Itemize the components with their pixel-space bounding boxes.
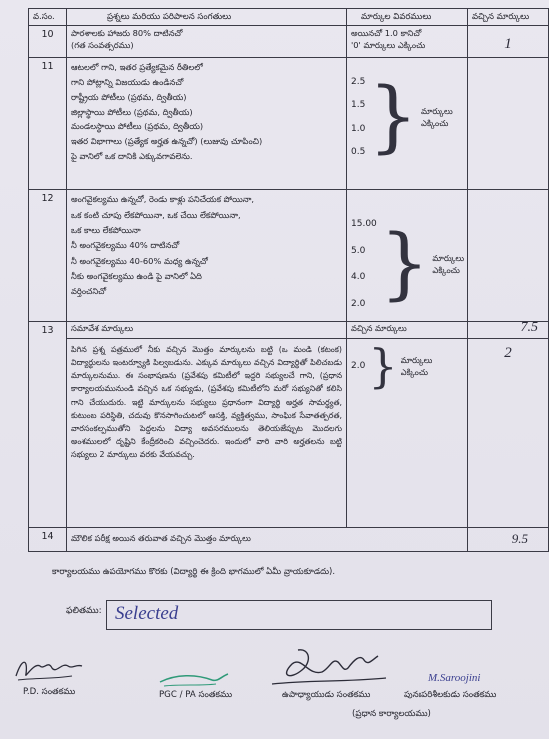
marks-obtained bbox=[468, 58, 549, 190]
row-description: మౌలిక పరీక్ష అయిన తరువాత వచ్చిన మొత్తం మార్కులు bbox=[67, 528, 468, 551]
table-row bbox=[29, 58, 549, 190]
table-row bbox=[29, 322, 549, 528]
table-row bbox=[29, 190, 549, 322]
row-number: 13 bbox=[29, 322, 67, 528]
row-details: 2.5 1.5 1.0 0.5 } మార్కులు ఎక్కించు bbox=[347, 58, 468, 190]
result-value: Selected bbox=[115, 603, 179, 624]
interview-paragraph: పిగిన ప్రశ్న పత్రములో నీకు వచ్చిన మొత్తం మార్కులను బట్టి (ఒ మండి (కటంక) విద్యార్థులను ఇంటర్వ్యూకి పిల్వబడును. ఎక్కువ మార్కులు వచ్చిన విద్యార్థితో పిలిచబడు మార్కులనుము. ఈ సంభాషణను (ప్రవేశపు కమిటీలో ఇద్దరి సభ్యులచే గాని, (ప్రధాన కార్యాలయమునుండి వచ్చిన ఒక సభ్యుడు, (ప్రవేశపు కమిటీలోని మరో సభ్యునితో కలిసి గాని చేయుదురు. ఇట్టి మార్కులను సభ్యులు ప్రధానంగా విద్యార్థి అర్హత సామర్థ్యత, కుటుంబ పరిస్థితి, చదువు కొనసాగించుటలో ఆసక్తి, వ్యక్తిత్వము, సాంఘిక సేవాతత్పరత, వారసంకల్పముతోని పెద్దలను విద్యా అవసరములను తెలియజేప్పుట మొదలగు అంశములలో దృష్టిని కేంద్రీకరించి వచ్చించెదరు. ఇందులో వారి వారి అర్హతలను బట్టి సభ్యులు 2 మార్కులు వరకు వేయవచ్చు. bbox=[71, 345, 342, 460]
row-number: 12 bbox=[29, 190, 67, 322]
brace-icon: } bbox=[368, 339, 398, 394]
evaluation-table bbox=[28, 8, 549, 552]
handwritten-total: 7.5 bbox=[468, 320, 548, 339]
table-header-row bbox=[29, 9, 549, 26]
row-details: 15.00 5.0 4.0 2.0 } మార్కులు ఎక్కించు bbox=[347, 190, 468, 322]
pd-signature bbox=[12, 652, 84, 684]
brace-icon: } bbox=[379, 219, 430, 310]
row-description: అంగవైకల్యము ఉన్నచో, రెండు కాళ్లు పనిచేయక పోయినా, ఒక కంటి చూపు లేకపోయినా, ఒక చేయి లేకపోయినా, ఒక కాలు లేకపోయినా నీ అంగవైకల్యము 40% దాటినచో నీ అంగవైకల్యము 40-60% మధ్య ఉన్నచో నీకు అంగవైకల్యము ఉండి పై వానిలో ఏది వర్తించనిచో bbox=[67, 190, 347, 322]
row-details: వచ్చిన మార్కులు 2.0 } మార్కులు ఎక్కించు bbox=[347, 322, 468, 528]
marks-obtained: 1 bbox=[468, 26, 549, 58]
marks-obtained: 7.5 2 bbox=[468, 322, 549, 528]
header-sno: వ.సం. bbox=[29, 9, 67, 26]
brace-icon: } bbox=[368, 72, 418, 163]
row-description: పారశాలకు హాజరు 80% దాటినచో (గత సంవత్సరము) bbox=[67, 26, 347, 58]
row-description bbox=[67, 322, 347, 528]
marks-obtained: 9.5 bbox=[468, 528, 549, 551]
result-field bbox=[106, 600, 492, 630]
result-label: ఫలితము: bbox=[66, 606, 102, 616]
table-row bbox=[29, 528, 549, 551]
pgc-signature bbox=[156, 666, 232, 692]
header-marks: వచ్చిన మార్కులు bbox=[468, 9, 549, 26]
header-description: ప్రశ్నలు మరియు పరిపాలన సంగతులు bbox=[67, 9, 347, 26]
row-number: 11 bbox=[29, 58, 67, 190]
pd-signature-label: P.D. సంతకము bbox=[23, 687, 76, 697]
row-number: 10 bbox=[29, 26, 67, 58]
row-details: అయినచో 1.0 కానిచో '0' మార్కులు ఎక్కించు bbox=[347, 26, 468, 58]
section-heading: సమావేశ మార్కులు bbox=[67, 322, 346, 339]
obtained-marks-heading: వచ్చిన మార్కులు bbox=[347, 322, 467, 339]
teacher-signature bbox=[268, 646, 390, 690]
verifier-name: M.Saroojini bbox=[428, 672, 481, 684]
header-details: మార్కుల వివరములు bbox=[347, 9, 468, 26]
teacher-signature-label: ఉపాధ్యాయుడు సంతకము bbox=[282, 690, 371, 700]
teacher-signature-sub: (ప్రధాన కార్యాలయము) bbox=[352, 709, 431, 719]
row-number: 14 bbox=[29, 528, 67, 551]
pgc-signature-label: PGC / PA సంతకము bbox=[159, 690, 233, 700]
marks-obtained bbox=[468, 190, 549, 322]
table-row bbox=[29, 26, 549, 58]
row-description: ఆటలలో గాని, ఇతర ప్రత్యేకమైన రీతిలలో గాని పోట్లాన్ని విజయుడు ఉండినచో రాష్ట్రీయ పోటీలు (ప్రథమ, ద్వితీయ) జిల్లాస్థాయి పోటీలు (ప్రథమ, ద్వితీయ) మండలస్థాయి పోటీలు (ప్రథమ, ద్వితీయ) ఇతర విభాగాలు (ప్రత్యేక అర్హత ఉన్నచో) (లుజువు చూపించి) పై వానిలో ఒక దానికి ఎక్కువగావలెను. bbox=[67, 58, 347, 190]
office-use-note: కార్యాలయము ఉపయోగము కొరకు (విద్యార్థి ఈ క్రింది భాగములో ఏమీ వ్రాయకూడదు). bbox=[52, 567, 336, 577]
verifier-signature-label: పునఃపరిశీలకుడు సంతకము bbox=[404, 690, 497, 700]
